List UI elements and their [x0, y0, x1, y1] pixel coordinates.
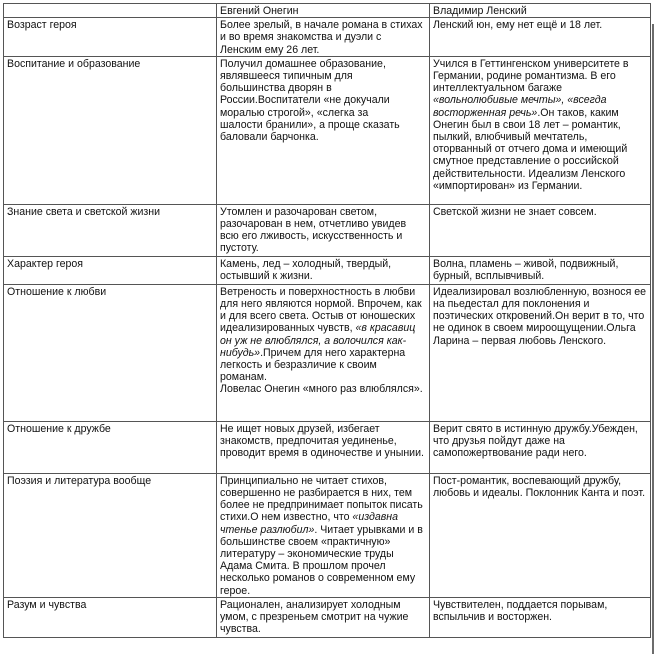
lensky-education-text-b: .Он таков, каким Онегин был в свои 18 лет – романтик, пылкий, влюбчивый мечтатель, оторванный от отчего дома и имеющий смутное представление о российской действительности. Идеализм Ленского «импортирован» из Германии.	[433, 106, 628, 192]
onegin-friendship: Не ищет новых друзей, избегает знакомств, предпочитая уединенье, проводит время в одиночестве и унынии.	[217, 421, 430, 473]
page-edge-shadow	[652, 24, 654, 654]
lensky-reason: Чувствителен, поддается порывам, вспыльчив и восторжен.	[430, 597, 651, 637]
lensky-age: Ленский юн, ему нет ещё и 18 лет.	[430, 18, 651, 57]
table-row	[4, 473, 651, 597]
lensky-education-quote: «вольнолюбивые мечты», «всегда восторженная речь»	[433, 94, 607, 119]
row-label-love: Отношение к любви	[4, 284, 217, 421]
row-label-friendship: Отношение к дружбе	[4, 421, 217, 473]
table-row	[4, 204, 651, 256]
lensky-love: Идеализировал возлюбленную, вознося ее на пьедестал для поклонения и поэтических откровений.Он верит в то, что не одинок в своем мироощущении.Ольга Ларина – первая любовь Ленского.	[430, 284, 651, 421]
onegin-reason: Рационален, анализирует холодным умом, с презреньем смотрит на чужие чувства.	[217, 597, 430, 637]
onegin-love-text-a: Ветреность и поверхностность в любви для него являются нормой. Впрочем, как и для всего света. Остыв от юношеских идеализированных чувств,	[220, 285, 422, 335]
onegin-society: Утомлен и разочарован светом, разочарован в нем, отчетливо увидев всю его лживость, искусственность и пустоту.	[217, 204, 430, 256]
row-label-society: Знание света и светской жизни	[4, 204, 217, 256]
row-label-age: Возраст героя	[4, 18, 217, 57]
onegin-age: Более зрелый, в начале романа в стихах и во время знакомства и дуэли с Ленским ему 26 лет.	[217, 18, 430, 57]
table-row	[4, 284, 651, 421]
table-row	[4, 256, 651, 284]
header-onegin: Евгений Онегин	[217, 4, 430, 18]
comparison-table	[3, 3, 651, 638]
lensky-education-text-a: Учился в Геттингенском университете в Германии, родине романтизма. В его интеллектуальном багаже	[433, 57, 629, 95]
onegin-character: Камень, лед – холодный, твердый, остывший к жизни.	[217, 256, 430, 284]
lensky-society: Светской жизни не знает совсем.	[430, 204, 651, 256]
row-label-education: Воспитание и образование	[4, 56, 217, 204]
header-empty-cell	[4, 4, 217, 18]
lensky-poetry: Пост-романтик, воспевающий дружбу, любовь и идеалы. Поклонник Канта и поэт.	[430, 473, 651, 597]
lensky-friendship: Верит свято в истинную дружбу.Убежден, что друзья пойдут даже на самопожертвование ради него.	[430, 421, 651, 473]
onegin-love-quote: «в красавиц он уж не влюблялся, а волочился как-нибудь»	[220, 322, 416, 359]
onegin-poetry-quote: «издавна чтенье разлюбил»	[220, 511, 399, 536]
onegin-love-text-b: .Причем для него характерна легкость и безразличие к своим романам.	[220, 346, 406, 384]
table-row	[4, 597, 651, 637]
table-row	[4, 56, 651, 204]
onegin-love	[217, 284, 430, 421]
header-lensky: Владимир Ленский	[430, 4, 651, 18]
row-label-poetry: Поэзия и литература вообще	[4, 473, 217, 597]
lensky-character: Волна, пламень – живой, подвижный, бурный, всплывчивый.	[430, 256, 651, 284]
onegin-education: Получил домашнее образование, являвшееся типичным для большинства дворян в России.Воспитатели «не докучали моралью строгой», «слегка за шалости бранили», а проще сказать баловали барчонка.	[217, 56, 430, 204]
row-label-character: Характер героя	[4, 256, 217, 284]
onegin-love-text-c: Ловелас Онегин «много раз влюблялся».	[220, 383, 423, 396]
table-header-row	[4, 4, 651, 18]
row-label-reason: Разум и чувства	[4, 597, 217, 637]
table-row	[4, 421, 651, 473]
lensky-education	[430, 56, 651, 204]
onegin-poetry-text-b: . Читает урывками и в большинстве своем «практичную» литературу – экономические труды Адама Смита. В прошлом прочел несколько романов о современном ему герое.	[220, 523, 423, 597]
table-row	[4, 18, 651, 57]
onegin-poetry-text-a: Принципиально не читает стихов, совершенно не разбирается в них, тем более не предпринимает попыток писать стихи.О нем известно, что	[220, 474, 423, 524]
onegin-poetry	[217, 473, 430, 597]
